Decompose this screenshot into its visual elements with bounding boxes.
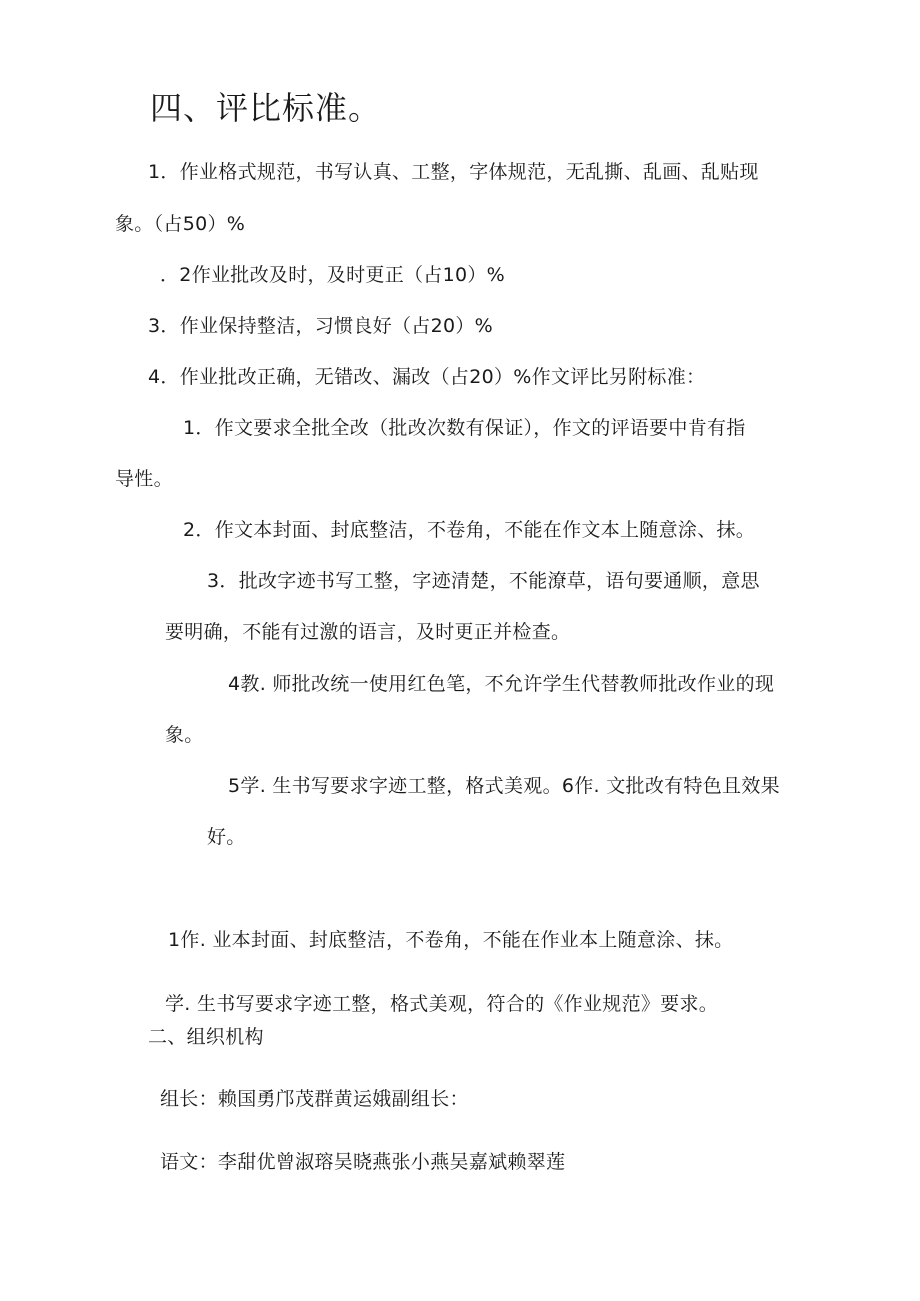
essay-item-2: 2．作文本封面、封底整洁，不卷角，不能在作文本上随意涂、抹。 (183, 519, 756, 541)
chinese-members: 语文：李甜优曾淑瑢吴晓燕张小燕吴嘉斌赖翠莲 (160, 1151, 566, 1173)
essay-item-3: 3．批改字迹书写工整，字迹清楚，不能潦草，语句要通顺，意思 (207, 570, 760, 592)
essay-item-1-cont: 导性。 (115, 468, 173, 490)
section-heading: 四、评比标准。 (150, 89, 382, 127)
essay-item-5-6: 5学. 生书写要求字迹工整，格式美观。6作. 文批改有特色且效果 (228, 775, 780, 797)
criteria-item-1: 1．作业格式规范，书写认真、工整，字体规范，无乱撕、乱画、乱贴现 (148, 161, 759, 183)
homework-book-item: 1作. 业本封面、封底整洁，不卷角，不能在作业本上随意涂、抹。 (168, 929, 734, 951)
criteria-item-2: ．2作业批改及时，及时更正（占10）% (160, 264, 506, 286)
essay-item-4: 4教. 师批改统一使用红色笔，不允许学生代替教师批改作业的现 (228, 673, 775, 695)
organization-heading: 二、组织机构 (148, 1026, 264, 1048)
criteria-item-4: 4．作业批改正确，无错改、漏改（占20）%作文评比另附标准： (148, 366, 706, 388)
essay-item-1: 1．作文要求全批全改（批改次数有保证），作文的评语要中肯有指 (183, 417, 746, 439)
essay-item-4-cont: 象。 (165, 724, 204, 746)
essay-item-3-cont: 要明确，不能有过激的语言，及时更正并检查。 (165, 621, 571, 643)
criteria-item-1-cont: 象。（占50）% (115, 213, 246, 235)
criteria-item-3: 3．作业保持整洁，习惯良好（占20）% (148, 315, 494, 337)
team-leaders: 组长：赖国勇邝茂群黄运娥副组长： (160, 1088, 469, 1110)
student-writing-item: 学. 生书写要求字迹工整，格式美观，符合的《作业规范》要求。 (165, 993, 719, 1015)
essay-item-5-6-cont: 好。 (207, 826, 246, 848)
